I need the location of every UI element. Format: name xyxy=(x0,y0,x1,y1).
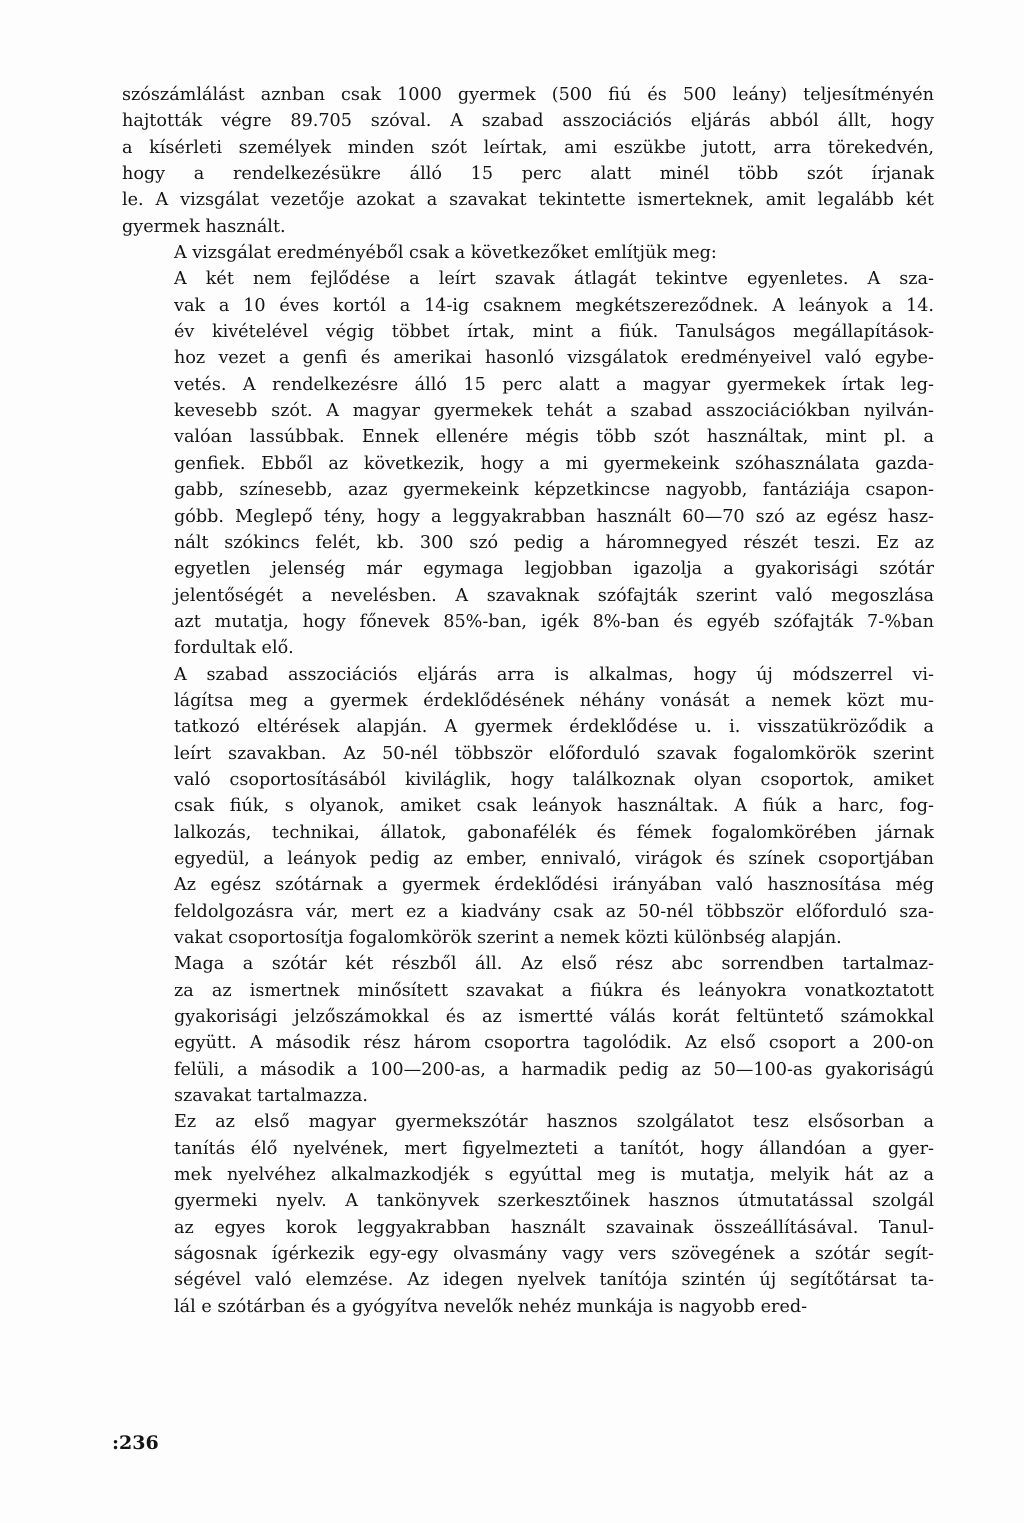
text-line: A szabad asszociációs eljárás arra is alkalmas, hogy új módszerrel vi- xyxy=(174,664,934,685)
page-number: :236 xyxy=(112,1432,159,1454)
text-line: lágítsa meg a gyermek érdeklődésének néhány vonását a nemek közt mu- xyxy=(174,690,934,711)
text-line: genfiek. Ebből az következik, hogy a mi gyermekeink szóhasználata gazda- xyxy=(174,453,934,474)
text-line: gyermeki nyelv. A tankönyvek szerkesztőinek hasznos útmutatással szolgál xyxy=(174,1191,934,1212)
text-line: vak a 10 éves kortól a 14-ig csaknem megkétszereződnek. A leányok a 14. xyxy=(174,295,934,316)
text-line: év kivételével végig többet írtak, mint a fiúk. Tanulságos megállapítások- xyxy=(174,322,934,343)
text-line: tatkozó eltérések alapján. A gyermek érdeklődése u. i. visszatükröződik a xyxy=(174,717,934,738)
text-line: Maga a szótár két részből áll. Az első rész abc sorrendben tartalmaz- xyxy=(174,954,934,975)
text-line: tanítás élő nyelvének, mert figyelmezteti a tanítót, hogy állandóan a gyer- xyxy=(174,1138,934,1159)
text-line: mek nyelvéhez alkalmazkodjék s egyúttal meg is mutatja, melyik hát az a xyxy=(174,1165,934,1186)
text-line: csak fiúk, s olyanok, amiket csak leányok használtak. A fiúk a harc, fog- xyxy=(174,796,934,817)
text-line: egyedül, a leányok pedig az ember, ennivaló, virágok és színek csoportjában xyxy=(174,848,934,869)
text-line: gabb, színesebb, azaz gyermekeink képzetkincse nagyobb, fantáziája csapon- xyxy=(174,480,934,501)
paragraph xyxy=(122,951,934,1109)
paragraph xyxy=(122,662,934,952)
text-line: hogy a rendelkezésükre álló 15 perc alatt minél több szót írjanak xyxy=(122,164,934,185)
paragraph xyxy=(122,240,934,266)
text-line: hajtották végre 89.705 szóval. A szabad asszociációs eljárás abból állt, hogy xyxy=(122,111,934,132)
text-line: az egyes korok leggyakrabban használt szavainak összeállításával. Tanul- xyxy=(174,1217,934,1238)
text-line: Ez az első magyar gyermekszótár hasznos szolgálatot tesz elsősorban a xyxy=(174,1112,934,1133)
text-line: za az ismertnek minősített szavakat a fiúkra és leányokra vonatkoztatott xyxy=(174,980,934,1001)
text-line: góbb. Meglepő tény, hogy a leggyakrabban használt 60—70 szó az egész hasz- xyxy=(174,506,934,527)
text-line: együtt. A második rész három csoportra tagolódik. Az első csoport a 200-on xyxy=(174,1033,934,1054)
text-line: ségével való elemzése. Az idegen nyelvek tanítója szintén új segítőtársat ta- xyxy=(174,1270,934,1291)
paragraph xyxy=(122,82,934,240)
text-line: a kísérleti személyek minden szót leírtak, ami eszükbe jutott, arra törekedvén, xyxy=(122,137,934,158)
text-line: gyakorisági jelzőszámokkal és az ismertté válás korát feltüntető számokkal xyxy=(174,1007,934,1028)
text-line: le. A vizsgálat vezetője azokat a szavakat tekintette ismerteknek, amit legalább két gyermek használt. xyxy=(122,190,934,237)
text-line: azt mutatja, hogy főnevek 85%-ban, igék 8%-ban és egyéb szófajták 7-%ban xyxy=(174,611,934,632)
text-line: Az egész szótárnak a gyermek érdeklődési irányában való hasznosítása még xyxy=(174,875,934,896)
text-line: szavakat tartalmazza. xyxy=(174,1086,368,1107)
text-line: nált szókincs felét, kb. 300 szó pedig a háromnegyed részét teszi. Ez az xyxy=(174,532,934,553)
text-line: lál e szótárban és a gyógyítva nevelők nehéz munkája is nagyobb ered- xyxy=(174,1296,808,1317)
text-line: leírt szavakban. Az 50-nél többször előforduló szavak fogalomkörök szerint xyxy=(174,743,934,764)
text-line: szószámlálást aznban csak 1000 gyermek (500 fiú és 500 leány) teljesítményén xyxy=(122,85,934,105)
text-line: lalkozás, technikai, állatok, gabonafélék és fémek fogalomkörében járnak xyxy=(174,822,934,843)
text-line: egyetlen jelenség már egymaga legjobban igazolja a gyakorisági szótár xyxy=(174,559,934,580)
text-line: A vizsgálat eredményéből csak a következőket említjük meg: xyxy=(174,243,717,264)
text-line: vetés. A rendelkezésre álló 15 perc alatt a magyar gyermekek írtak leg- xyxy=(174,374,934,395)
text-line: hoz vezet a genfi és amerikai hasonló vizsgálatok eredményeivel való egybe- xyxy=(174,348,934,369)
text-line: ságosnak ígérkezik egy-egy olvasmány vagy vers szövegének a szótár segít- xyxy=(174,1244,934,1265)
text-line: vakat csoportosítja fogalomkörök szerint a nemek közti különbség alapján. xyxy=(174,928,842,948)
text-line: felüli, a második a 100—200-as, a harmadik pedig az 50—100-as gyakoriságú xyxy=(174,1059,934,1080)
paragraph xyxy=(122,266,934,661)
text-line: feldolgozásra vár, mert ez a kiadvány csak az 50-nél többször előforduló sza- xyxy=(174,901,934,922)
text-line: valóan lassúbbak. Ennek ellenére mégis több szót használtak, mint pl. a xyxy=(174,427,934,448)
paragraph xyxy=(122,1109,934,1320)
body-text xyxy=(122,82,934,1320)
text-line: kevesebb szót. A magyar gyermekek tehát a szabad asszociációkban nyilván- xyxy=(174,401,934,422)
text-line: A két nem fejlődése a leírt szavak átlagát tekintve egyenletes. A sza- xyxy=(174,269,934,290)
text-line: fordultak elő. xyxy=(174,638,294,659)
text-line: való csoportosításából kiviláglik, hogy találkoznak olyan csoportok, amiket xyxy=(174,769,934,790)
text-line: jelentőségét a nevelésben. A szavaknak szófajták szerint való megoszlása xyxy=(174,585,934,606)
